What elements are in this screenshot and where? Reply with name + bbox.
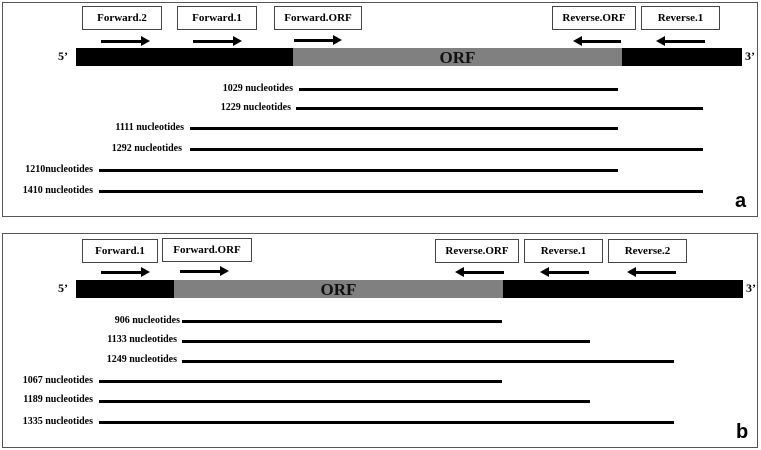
product-label: 1229 nucleotides [220,102,291,113]
product-label: 906 nucleotides [114,315,180,326]
product-line [182,320,502,323]
reverse1-arrow-icon [540,267,589,277]
transcript-bar [76,48,742,66]
product-line [99,380,502,383]
product-line [190,127,618,130]
three-prime-label: 3’ [745,49,755,63]
product-line [99,421,674,424]
primer-reverseORF-box: Reverse.ORF [552,6,636,30]
three-prime-label: 3’ [746,281,756,295]
product-label: 1067 nucleotides [22,375,93,386]
forwardORF-arrow-icon [180,266,229,276]
product-label: 1133 nucleotides [107,334,177,345]
reverseORF-arrow-icon [455,267,504,277]
primer-forward2-box: Forward.2 [82,6,162,30]
product-label: 1292 nucleotides [111,143,182,154]
product-label: 1410 nucleotides [22,185,93,196]
forward1-arrow-icon [101,267,150,277]
product-label: 1189 nucleotides [23,394,93,405]
product-line [299,88,618,91]
product-line [99,169,618,172]
forwardORF-arrow-icon [294,35,342,45]
product-label: 1111 nucleotides [115,122,184,133]
transcript-bar [76,280,743,298]
forward2-arrow-icon [101,36,150,46]
reverse2-arrow-icon [627,267,676,277]
primer-reverse1-box: Reverse.1 [641,6,720,30]
panel-b-letter: b [736,421,749,443]
panel-a-letter: a [735,190,747,212]
primer-reverseORF-box: Reverse.ORF [435,239,519,263]
utr5-segment [76,48,293,66]
product-label: 1029 nucleotides [222,83,293,94]
utr5-segment [76,280,174,298]
product-label: 1210nucleotides [25,164,93,175]
primer-forward1-box: Forward.1 [82,239,158,263]
primer-reverse1-box: Reverse.1 [524,239,603,263]
product-line [182,340,590,343]
utr3-segment [503,280,743,298]
primer-reverse2-box: Reverse.2 [608,239,687,263]
product-line [190,148,703,151]
orf-segment: ORF [174,280,503,298]
orf-segment: ORF [293,48,622,66]
product-line [99,400,590,403]
primer-forwardORF-box: Forward.ORF [162,238,252,262]
product-label: 1249 nucleotides [106,354,177,365]
product-label: 1335 nucleotides [22,416,93,427]
utr3-segment [622,48,742,66]
primer-forwardORF-box: Forward.ORF [274,6,362,30]
primer-forward1-box: Forward.1 [177,6,257,30]
product-line [182,360,674,363]
product-line [296,107,703,110]
reverse1-arrow-icon [656,36,705,46]
forward1-arrow-icon [193,36,242,46]
five-prime-label: 5’ [58,281,68,295]
reverseORF-arrow-icon [573,36,621,46]
product-line [99,190,703,193]
five-prime-label: 5’ [58,49,68,63]
